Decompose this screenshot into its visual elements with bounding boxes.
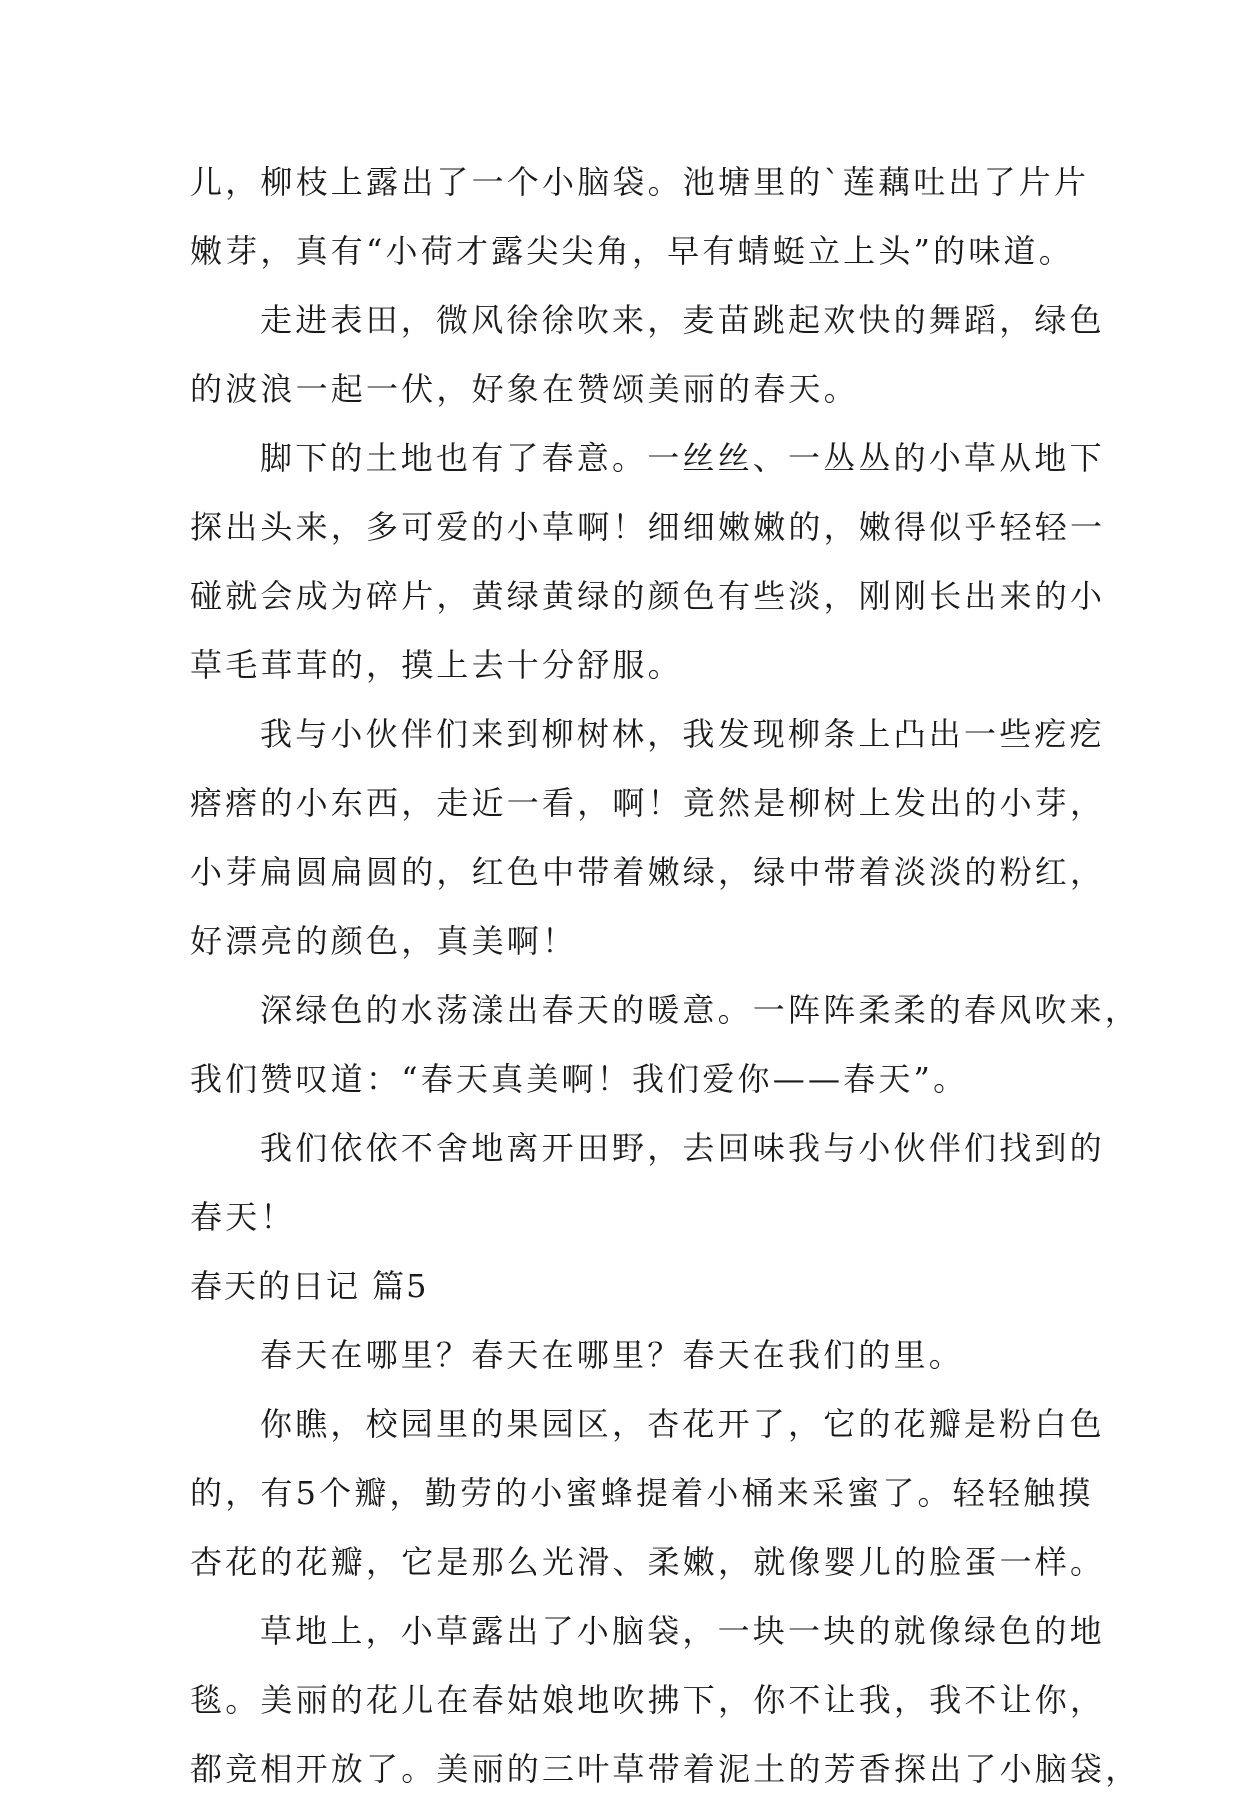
text-line: 嫩芽，真有“小荷才露尖尖角，早有蜻蜓立上头”的味道。 [190,232,1074,270]
text-line: 瘩瘩的小东西，走近一看，啊！竟然是柳树上发出的小芽， [190,784,1106,822]
paragraph-start: 深绿色的水荡漾出春天的暖意。一阵阵柔柔的春风吹来， [260,991,1141,1029]
document-body [190,148,1141,1804]
text-line: 小芽扁圆扁圆的，红色中带着嫩绿，绿中带着淡淡的粉红， [190,853,1106,891]
text-line: 毯。美丽的花儿在春姑娘地吹拂下，你不让我，我不让你， [190,1681,1106,1719]
text-line: 的，有5个瓣，勤劳的小蜜蜂提着小桶来采蜜了。轻轻触摸 [190,1474,1094,1512]
paragraph-start: 脚下的土地也有了春意。一丝丝、一丛丛的小草从地下 [260,439,1105,477]
text-line: 杏花的花瓣，它是那么光滑、柔嫩，就像婴儿的脸蛋一样。 [190,1543,1106,1581]
text-line: 春天！ [190,1198,296,1236]
paragraph-start: 春天在哪里？春天在哪里？春天在我们的里。 [260,1336,965,1374]
text-line: 的波浪一起一伏，好象在赞颂美丽的春天。 [190,370,859,408]
paragraph-start: 你瞧，校园里的果园区，杏花开了，它的花瓣是粉白色 [260,1405,1105,1443]
paragraph-start: 我与小伙伴们来到柳树林，我发现柳条上凸出一些疙疙 [260,715,1105,753]
paragraph-start: 草地上，小草露出了小脑袋，一块一块的就像绿色的地 [260,1612,1105,1650]
paragraph-start: 我们依依不舍地离开田野，去回味我与小伙伴们找到的 [260,1129,1105,1167]
text-line: 探出头来，多可爱的小草啊！细细嫩嫩的，嫩得似乎轻轻一 [190,508,1106,546]
text-line: 草毛茸茸的，摸上去十分舒服。 [190,646,683,684]
text-line: 儿，柳枝上露出了一个小脑袋。池塘里的`莲藕吐出了片片 [190,163,1090,201]
text-line: 好漂亮的颜色，真美啊！ [190,922,578,960]
text-line: 碰就会成为碎片，黄绿黄绿的颜色有些淡，刚刚长出来的小 [190,577,1106,615]
section-heading: 春天的日记 篇5 [190,1267,429,1305]
text-line: 都竞相开放了。美丽的三叶草带着泥土的芳香探出了小脑袋， [190,1750,1141,1788]
text-line: 我们赞叹道：“春天真美啊！我们爱你——春天”。 [190,1060,969,1098]
paragraph-start: 走进表田，微风徐徐吹来，麦苗跳起欢快的舞蹈，绿色 [260,301,1105,339]
